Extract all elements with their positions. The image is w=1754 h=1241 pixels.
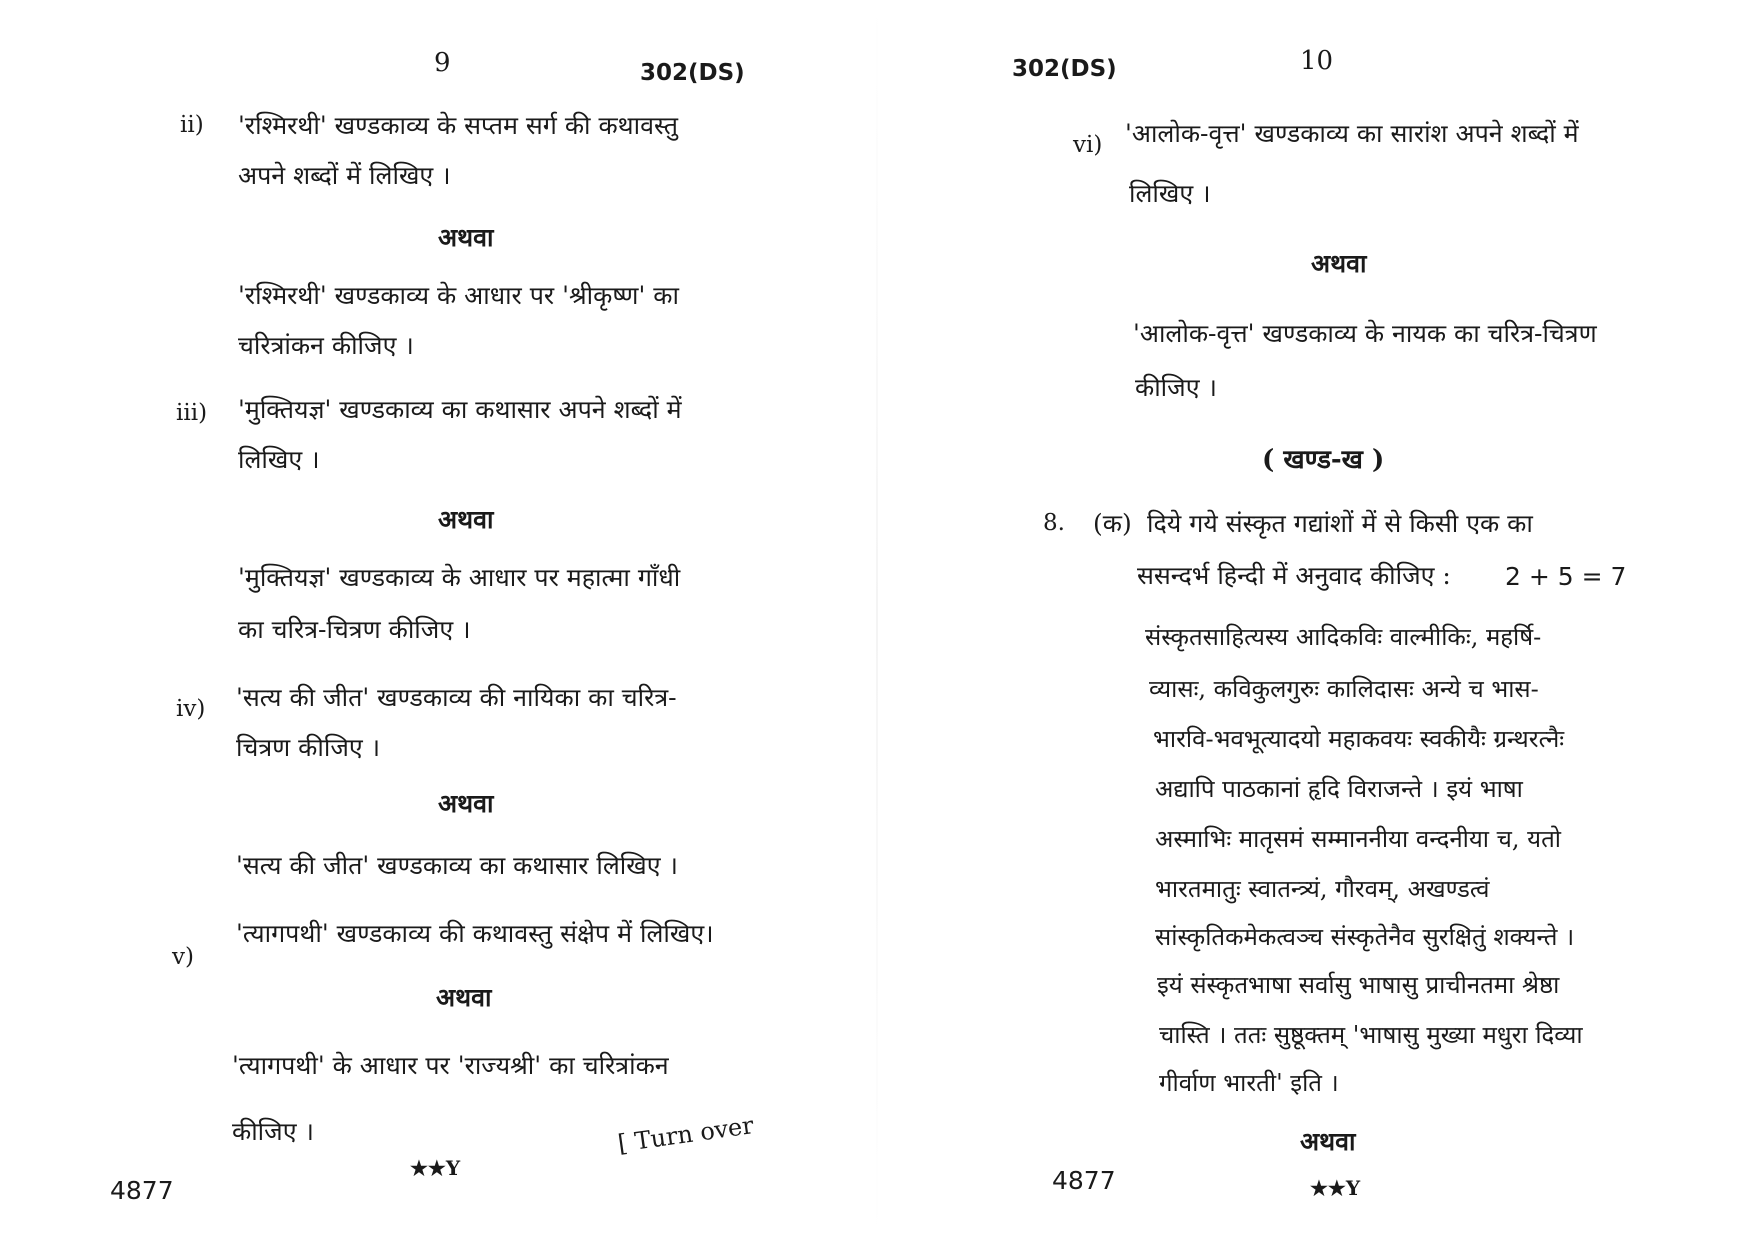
question-line: 'रश्मिरथी' खण्डकाव्य के सप्तम सर्ग की कथावस्तु (238, 111, 678, 140)
footer-mark: ★★Y (410, 1156, 461, 1180)
question-line: का चरित्र-चित्रण कीजिए । (238, 615, 471, 644)
question-number: vi) (1073, 132, 1103, 158)
passage-line: गीर्वाण भारती' इति । (1159, 1069, 1339, 1097)
or-label: अथवा (438, 789, 494, 818)
question-line: 'मुक्तियज्ञ' खण्डकाव्य के आधार पर महात्मा गाँधी (238, 563, 681, 592)
question-line: ससन्दर्भ हिन्दी में अनुवाद कीजिए : (1137, 561, 1451, 590)
question-sub-label: (क) (1093, 509, 1132, 538)
passage-line: व्यासः, कविकुलगुरुः कालिदासः अन्ये च भास- (1149, 675, 1539, 703)
question-line: 'आलोक-वृत्त' खण्डकाव्य के नायक का चरित्र-चित्रण (1133, 319, 1597, 348)
question-number: v) (172, 944, 194, 970)
section-heading: ( खण्ड-ख ) (1262, 445, 1385, 475)
turn-over-note: [ Turn over (616, 1111, 756, 1158)
footer-mark: ★★Y (1310, 1176, 1361, 1200)
question-number: ii) (180, 112, 204, 138)
question-line: अपने शब्दों में लिखिए । (238, 161, 451, 190)
or-label: अथवा (1300, 1127, 1356, 1156)
passage-line: भारतमातुः स्वातन्त्र्यं, गौरवम्, अखण्डत्वं (1155, 875, 1490, 903)
question-number: iv) (176, 696, 206, 722)
question-line: 'सत्य की जीत' खण्डकाव्य की नायिका का चरित्र- (236, 683, 677, 712)
question-line: लिखिए । (1129, 179, 1211, 208)
passage-line: अस्माभिः मातृसमं सम्माननीया वन्दनीया च, यतो (1155, 825, 1561, 853)
passage-line: अद्यापि पाठकानां हृदि विराजन्ते । इयं भाषा (1155, 775, 1523, 803)
question-line: 'मुक्तियज्ञ' खण्डकाव्य का कथासार अपने शब्दों में (238, 395, 682, 424)
paper-code: 302(DS) (640, 60, 745, 86)
question-line: कीजिए । (232, 1117, 314, 1146)
or-label: अथवा (438, 223, 494, 252)
question-line: 'सत्य की जीत' खण्डकाव्य का कथासार लिखिए । (236, 851, 678, 880)
question-line: 'त्यागपथी' के आधार पर 'राज्यश्री' का चरित्रांकन (232, 1051, 669, 1080)
or-label: अथवा (436, 983, 492, 1012)
page-number: 10 (1300, 46, 1334, 76)
right-page (877, 0, 1754, 1241)
paper-code: 302(DS) (1012, 56, 1117, 82)
passage-line: सांस्कृतिकमेकत्वञ्च संस्कृतेनैव सुरक्षितुं शक्यन्ते । (1155, 923, 1575, 951)
question-line: 'रश्मिरथी' खण्डकाव्य के आधार पर 'श्रीकृष्ण' का (238, 281, 679, 310)
question-line: लिखिए । (238, 445, 320, 474)
footer-code: 4877 (110, 1176, 174, 1205)
question-number: iii) (176, 400, 208, 426)
question-line: कीजिए । (1135, 373, 1217, 402)
or-label: अथवा (1311, 249, 1367, 278)
passage-line: भारवि-भवभूत्यादयो महाकवयः स्वकीयैः ग्रन्थरत्नैः (1153, 725, 1565, 753)
question-line: चरित्रांकन कीजिए । (238, 331, 414, 360)
passage-line: इयं संस्कृतभाषा सर्वासु भाषासु प्राचीनतमा श्रेष्ठा (1157, 971, 1560, 999)
question-line: 'त्यागपथी' खण्डकाव्य की कथावस्तु संक्षेप में लिखिए। (236, 919, 714, 948)
question-line: दिये गये संस्कृत गद्यांशों में से किसी एक का (1147, 509, 1533, 538)
footer-code: 4877 (1052, 1166, 1116, 1195)
question-number: 8. (1043, 510, 1065, 536)
passage-line: चास्ति । ततः सुष्ठूक्तम् 'भाषासु मुख्या मधुरा दिव्या (1159, 1021, 1583, 1049)
passage-line: संस्कृतसाहित्यस्य आदिकविः वाल्मीकिः, महर्षि- (1145, 623, 1542, 651)
question-line: 'आलोक-वृत्त' खण्डकाव्य का सारांश अपने शब्दों में (1125, 119, 1579, 148)
page-number: 9 (434, 48, 451, 78)
marks: 2 + 5 = 7 (1505, 562, 1627, 591)
or-label: अथवा (438, 505, 494, 534)
question-line: चित्रण कीजिए । (236, 733, 381, 762)
